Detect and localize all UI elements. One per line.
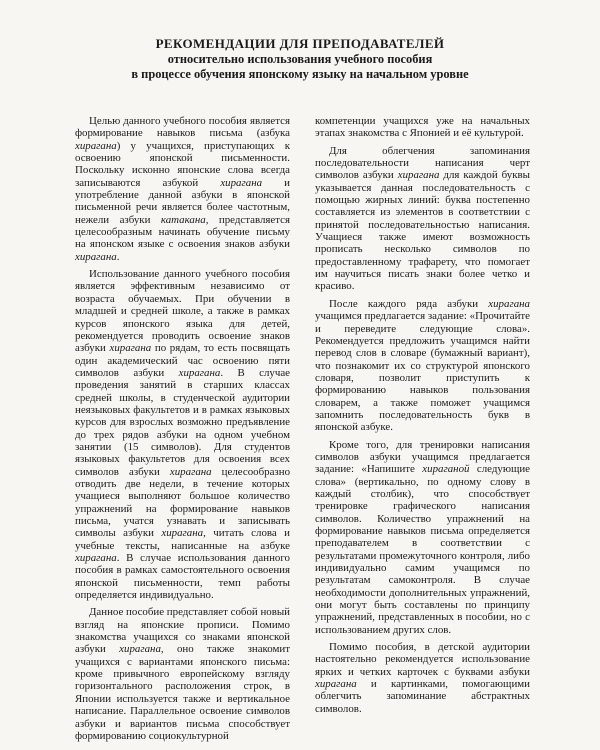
paragraph: После каждого ряда азбуки хирагана учащимся предлагается задание: «Прочитайте и переведите следующие слова». Рекомендуется предложить учащимся найти перевод слов в словаре (бумажный вариант), что познакомит их со структурой японского словаря, позволит приступить к формированию навыков пользования словарем, а также поможет учащимся запомнить последовательность букв в японской азбуке. [315,297,530,434]
right-column [315,115,530,720]
paragraph: Использование данного учебного пособия является эффективным независимо от возраста обучаемых. При обучении в младшей и средней школе, а также в рамках курсов японского языка для детей, рекомендуется проводить освоение знаков азбуки хирагана по рядам, то есть посвящать один академический час освоению пяти символов азбуки хирагана. В случае проведения занятий в старших классах средней школы, в студенческой аудитории неязыковых факультетов и в рамках языковых курсов для взрослых возможно предъявление до трех рядов азбуки на одном учебном занятии (15 символов). Для студентов языковых факультетов для освоения всех символов азбуки хирагана целесообразно отводить две недели, в течение которых учащиеся выполняют большое количество упражнений на формирование навыков письма, учатся узнавать и записывать символы азбуки хирагана, читать слова и учебные тексты, написанные на азбуке хирагана. В случае использования данного пособия в рамках самостоятельного освоения японской письменности, темп работы определяется индивидуально. [75,268,291,602]
page-subtitle-line-1: относительно использования учебного пособия [167,52,433,66]
paragraph-continuation: компетенции учащихся уже на начальных этапах знакомства с Японией и её культурой. [315,115,530,140]
paragraph: Помимо пособия, в детской аудитории настоятельно рекомендуется использование ярких и четких карточек с буквами азбуки хирагана и картинками, помогающими облегчить запоминание абстрактных символов. [315,641,530,715]
left-column [75,115,290,747]
page-title: РЕКОМЕНДАЦИИ ДЛЯ ПРЕПОДАВАТЕЛЕЙ [155,36,445,51]
page-subtitle-line-2: в процессе обучения японскому языку на начальном уровне [131,67,469,81]
paragraph: Целью данного учебного пособия является формирование навыков письма (азбука хирагана) у учащихся, приступающих к освоению японской письменности. Поскольку исконно японские слова всегда записываются азбукой хирагана и употребление данной азбуки в японской письменной речи является более частотным, нежели азбуки катакана, представляется целесообразным начинать обучение письму на японском языке с освоения знаков азбуки хирагана. [75,115,290,263]
paragraph: Данное пособие представляет собой новый взгляд на японские прописи. Помимо знакомства учащихся со знаками японской азбуки хирагана, оно также знакомит учащихся с вариантами японского письма: кроме привычного европейскому взгляду горизонтального расположения строк, в Японии используется также и вертикальное написание. Параллельное освоение символов азбуки и вариантов письма способствует формированию социокультурной [75,606,291,742]
paragraph: Для облегчения запоминания последовательности написания черт символов азбуки хирагана для каждой буквы указывается данная последовательность с помощью жирных линий: буква постепенно составляется из элементов в соответствии с принятой последовательностью написания. Учащиеся также имеют возможность прописать несколько символов по предоставленному трафарету, что помогает им научиться писать знаки более четко и красиво. [315,144,530,293]
page-header [60,36,540,82]
paragraph: Кроме того, для тренировки написания символов азбуки учащимся предлагается задание: «Напишите хираганой следующие слова» (вертикально, по одному слову в каждый столбик), что способствует тренировке графического написания символов. Количество упражнений на формирование навыков письма определяется преподавателем в соответствии с результатами промежуточного контроля, либо индивидуально самим учащимся по результатам самоконтроля. В случае необходимости дополнительных упражнений, они могут быть составлены по принципу упражнений, представленных в пособии, но с использованием других слов. [315,438,530,636]
